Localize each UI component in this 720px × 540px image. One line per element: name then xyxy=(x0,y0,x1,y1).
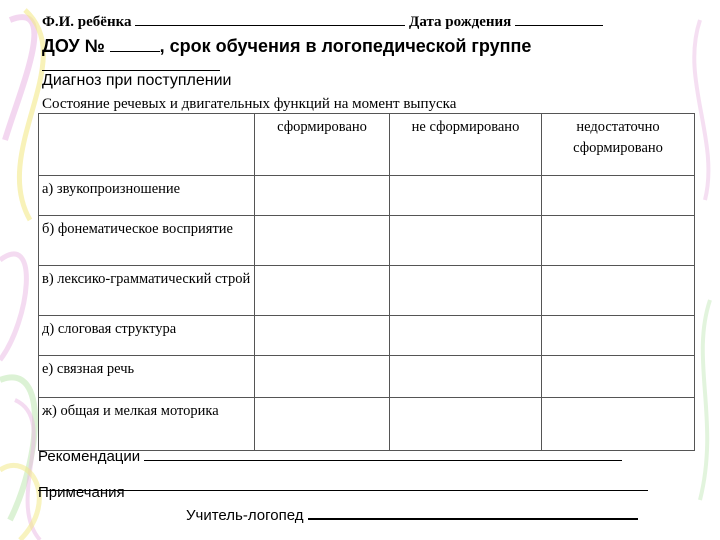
col-header-not-formed: не сформировано xyxy=(390,114,542,176)
teacher-label: Учитель-логопед xyxy=(186,507,304,524)
dou-number-blank xyxy=(110,50,160,52)
dou-line xyxy=(42,36,531,57)
cell-not-formed[interactable] xyxy=(390,316,542,356)
recommendations-blank-2 xyxy=(38,489,648,491)
notes-label: Примечания xyxy=(38,484,125,501)
recommendations-line xyxy=(38,448,622,465)
dou-label: ДОУ № xyxy=(42,36,105,56)
table-header-row xyxy=(39,114,695,176)
cell-not-formed[interactable] xyxy=(390,216,542,266)
study-term-label: , срок обучения в логопедической группе xyxy=(159,36,532,56)
row-label: в) лексико-грамматический строй xyxy=(39,266,255,316)
table-row xyxy=(39,356,695,398)
cell-not-formed[interactable] xyxy=(390,398,542,451)
teacher-signature-blank xyxy=(308,517,638,520)
state-label: Состояние речевых и двигательных функций на момент выпуска xyxy=(42,96,457,112)
diagnosis-label: Диагноз при поступлении xyxy=(42,72,232,89)
table-row xyxy=(39,316,695,356)
row-label: д) слоговая структура xyxy=(39,316,255,356)
row-label: а) звукопроизношение xyxy=(39,176,255,216)
cell-insufficient[interactable] xyxy=(542,356,695,398)
birth-date-blank xyxy=(515,24,603,26)
cell-insufficient[interactable] xyxy=(542,266,695,316)
table-row xyxy=(39,216,695,266)
table-row xyxy=(39,266,695,316)
header-empty-cell xyxy=(39,114,255,176)
cell-insufficient[interactable] xyxy=(542,398,695,451)
col-header-formed: сформировано xyxy=(255,114,390,176)
cell-insufficient[interactable] xyxy=(542,216,695,266)
row-label: ж) общая и мелкая моторика xyxy=(39,398,255,451)
child-name-label: Ф.И. ребёнка xyxy=(42,14,132,30)
recommendations-blank-line-2 xyxy=(38,478,648,496)
cell-insufficient[interactable] xyxy=(542,316,695,356)
speech-functions-table xyxy=(38,113,695,451)
cell-formed[interactable] xyxy=(255,356,390,398)
cell-not-formed[interactable] xyxy=(390,176,542,216)
teacher-line xyxy=(186,507,638,524)
cell-not-formed[interactable] xyxy=(390,266,542,316)
cell-not-formed[interactable] xyxy=(390,356,542,398)
cell-formed[interactable] xyxy=(255,266,390,316)
birth-date-label: Дата рождения xyxy=(409,14,512,30)
recommendations-blank xyxy=(144,459,622,461)
cell-insufficient[interactable] xyxy=(542,176,695,216)
cell-formed[interactable] xyxy=(255,316,390,356)
recommendations-label: Рекомендации xyxy=(38,448,141,465)
cell-formed[interactable] xyxy=(255,398,390,451)
table-row xyxy=(39,398,695,451)
child-name-blank xyxy=(135,24,405,26)
cell-formed[interactable] xyxy=(255,176,390,216)
child-info-line xyxy=(42,14,603,31)
row-label: б) фонематическое восприятие xyxy=(39,216,255,266)
study-term-blank xyxy=(42,69,220,71)
row-label: е) связная речь xyxy=(39,356,255,398)
cell-formed[interactable] xyxy=(255,216,390,266)
table-row xyxy=(39,176,695,216)
col-header-insufficient: недостаточно сформировано xyxy=(542,114,695,176)
